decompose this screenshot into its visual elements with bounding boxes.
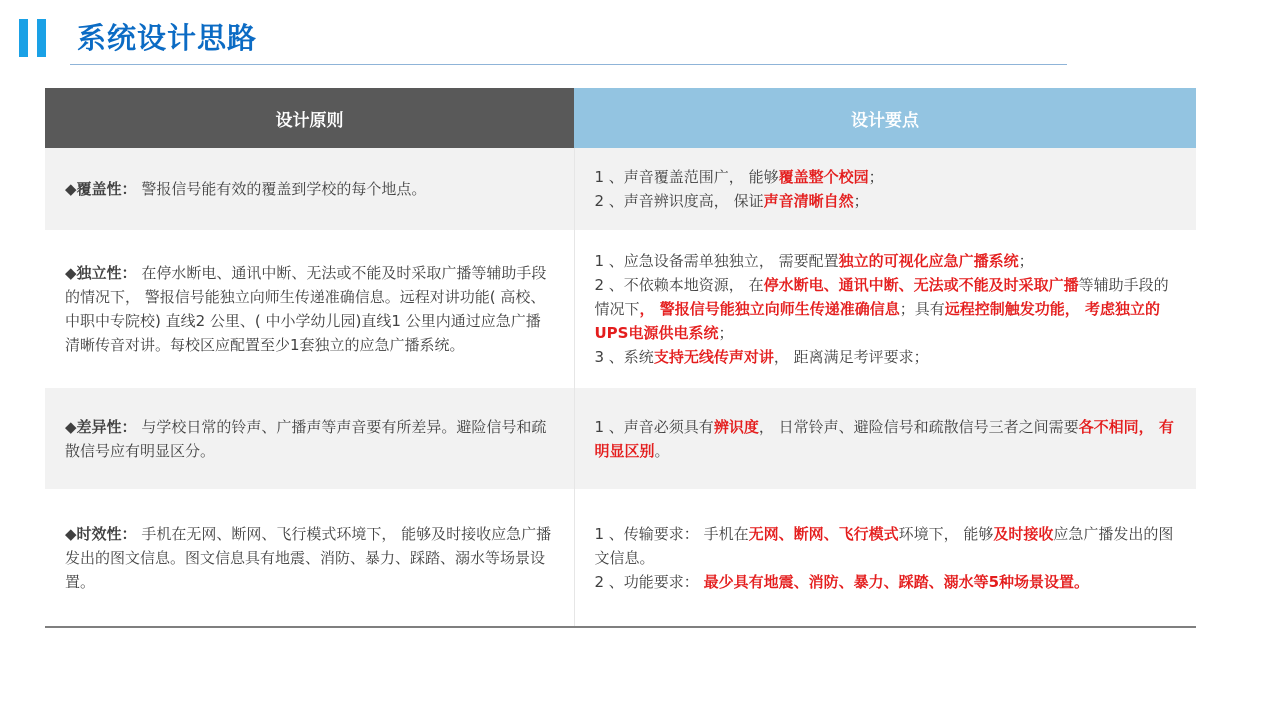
point-text: ； [1018,252,1034,270]
point-line-3 [595,345,1179,369]
point-text: 。 [654,441,670,460]
point-text: ， 日常铃声、避险信号和疏散信号三者之间需要 [758,417,1079,436]
point-text: 1 、声音覆盖范围广， 能够 [594,168,779,186]
table-row-timeliness [45,489,1196,626]
point-text: ； [853,192,869,210]
principle-cell-difference [45,388,574,489]
principle-cell-coverage [45,148,574,230]
page-title: 系统设计思路 [77,21,258,55]
point-highlight: 远程控制触发功能， 考虑独立的UPS电源供电系统 [594,300,1160,342]
design-table [45,88,1196,626]
point-line-2 [595,273,1179,345]
point-line-2 [595,189,1179,213]
title-accent-bars [19,19,46,57]
point-text: 3 、系统 [594,348,654,366]
point-line-2 [595,570,1179,594]
point-line-1 [595,249,1179,273]
principle-lead: ◆差异性： [65,417,137,436]
point-text: 1 、传输要求： 手机在 [594,524,749,543]
points-cell-difference [574,388,1196,489]
principle-cell-independence [45,230,574,388]
point-highlight: 各不相同， 有明显区别 [594,417,1174,460]
title-divider [70,64,1067,65]
principle-text: 警报信号能有效的覆盖到学校的每个地点。 [136,180,427,198]
title-accent-bar-1 [19,19,28,57]
point-highlight: 覆盖整个校园 [778,168,869,186]
principle-text: 与学校日常的铃声、广播声等声音要有所差异。避险信号和疏散信号应有明显区分。 [65,417,547,460]
point-text: 2 、声音辨识度高， 保证 [594,192,764,210]
point-text: ；具有 [899,300,945,318]
principle-lead: ◆时效性： [65,524,137,543]
principle-lead: ◆独立性： [65,264,137,282]
point-text: ； [718,324,734,342]
point-highlight: 无网、断网、飞行模式 [748,524,899,543]
principle-text: 手机在无网、断网、飞行模式环境下， 能够及时接收应急广播发出的图文信息。图文信息具有地震、消防、暴力、踩踏、溺水等场景设置。 [65,524,552,591]
principle-lead: ◆覆盖性： [65,180,137,198]
table-row-independence [45,230,1196,388]
point-text: 2 、功能要求： [594,572,704,591]
point-highlight: ， 警报信号能独立向师生传递准确信息 [639,300,900,318]
principle-cell-timeliness [45,489,574,626]
point-highlight: 独立的可视化应急广播系统 [838,252,1019,270]
principle-text: 在停水断电、通讯中断、无法或不能及时采取广播等辅助手段的情况下， 警报信号能独立向师生传递准确信息。远程对讲功能( 高校、中职中专院校) 直线2 公里、( 中小学幼儿园)直线1 公里内通过应急广播清晰传音对讲。每校区应配置至少1套独立的应急广播系统。 [65,264,547,354]
point-text: 1 、应急设备需单独独立， 需要配置 [594,252,839,270]
table-bottom-rule [45,626,1196,628]
table-header-row [45,88,1196,148]
header-design-points: 设计要点 [574,88,1196,148]
point-line-1 [595,165,1179,189]
point-highlight: 声音清晰自然 [763,192,854,210]
point-highlight: 最少具有地震、消防、暴力、踩踏、溺水等5种场景设置。 [703,572,1090,591]
title-accent-bar-2 [37,19,46,57]
points-cell-coverage [574,148,1196,230]
point-highlight: 辨识度 [713,417,759,436]
table-row-coverage [45,148,1196,230]
point-highlight: 停水断电、通讯中断、无法或不能及时采取广播 [763,276,1079,294]
point-text: 2 、不依赖本地资源， 在 [594,276,764,294]
table-row-difference [45,388,1196,489]
point-text: 环境下， 能够 [898,524,994,543]
point-text: ， 距离满足考评要求； [773,348,929,366]
point-line-1 [595,522,1179,570]
point-highlight: 支持无线传声对讲 [653,348,774,366]
point-highlight: 及时接收 [993,524,1054,543]
point-text: ； [868,168,884,186]
point-text: 等辅助手段的情况下 [594,276,1169,318]
point-text: 应急广播发出的图文信息。 [594,524,1174,567]
point-text: 1 、声音必须具有 [594,417,714,436]
header-design-principle: 设计原则 [45,88,574,148]
points-cell-independence [574,230,1196,388]
points-cell-timeliness [574,489,1196,626]
point-line-1 [595,415,1179,463]
